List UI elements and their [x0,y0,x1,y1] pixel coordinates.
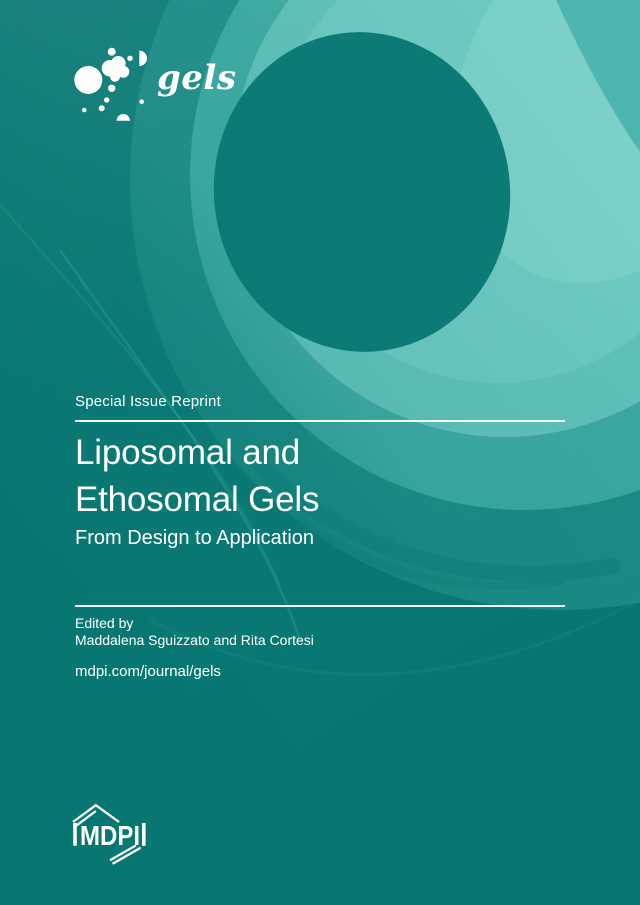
cover-subtitle: From Design to Application [75,527,315,549]
mdpi-left-bar [73,823,77,846]
mdpi-wordmark: MDPI [80,820,140,852]
title-line-1: Liposomal and [75,433,301,472]
edited-by-label: Edited by [75,615,134,631]
cover-title [75,429,319,523]
bubble [110,72,120,82]
journal-url: mdpi.com/journal/gels [75,663,221,680]
bubble [139,99,144,104]
divider-bottom [75,605,565,607]
series-label: Special Issue Reprint [75,393,221,410]
mdpi-logo [72,800,148,868]
journal-name: gels [157,58,237,98]
bubble [99,105,105,111]
bubble [108,48,116,56]
title-line-2: Ethosomal Gels [75,480,320,519]
mdpi-right-bar [142,823,146,846]
bubble [104,97,109,102]
gels-bubbles-icon [72,44,152,124]
editor-names: Maddalena Sguizzato and Rita Cortesi [75,632,314,648]
half-bubble-right [139,51,147,66]
divider-top [75,420,565,422]
bubble [82,108,87,113]
bubble [74,66,102,94]
bubble [108,85,115,92]
half-bubble-bottom [117,114,130,121]
bubble [127,56,132,61]
editors-block [75,615,314,649]
